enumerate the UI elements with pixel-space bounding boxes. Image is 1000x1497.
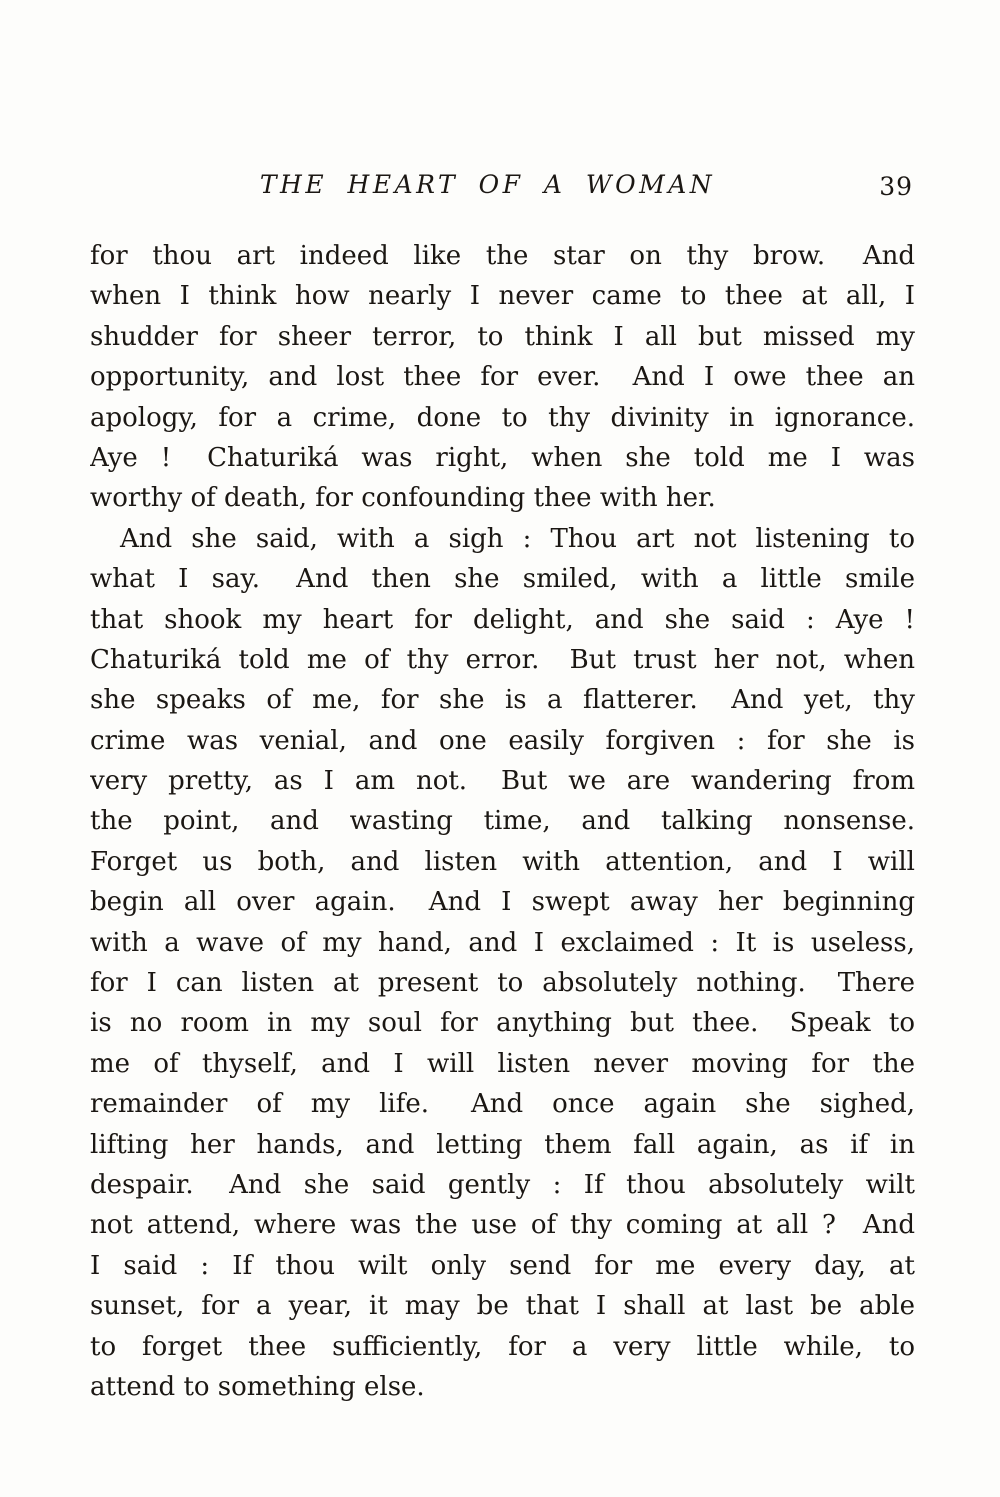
text-line: Chaturiká told me of thy error. But trust her not, when <box>90 644 915 675</box>
running-header <box>90 0 915 202</box>
text-line: attend to something else. <box>90 1371 425 1402</box>
page-number: 39 <box>879 172 913 201</box>
text-line: despair. And she said gently : If thou absolutely wilt <box>90 1169 915 1200</box>
text-line: she speaks of me, for she is a flatterer. And yet, thy <box>90 685 915 716</box>
text-line: I said : If thou wilt only send for me every day, at <box>90 1250 915 1281</box>
text-line: worthy of death, for confounding thee with her. <box>90 483 716 514</box>
text-line: to forget thee sufficiently, for a very little while, to <box>90 1331 915 1362</box>
paragraph <box>90 519 915 1408</box>
text-line: is no room in my soul for anything but thee. Speak to <box>90 1008 915 1039</box>
text-line: what I say. And then she smiled, with a little smile <box>90 564 915 595</box>
text-line: begin all over again. And I swept away her beginning <box>90 887 915 918</box>
text-line: the point, and wasting time, and talking nonsense. <box>90 806 915 837</box>
page-title: THE HEART OF A WOMAN <box>259 170 716 199</box>
text-line: that shook my heart for delight, and she said : Aye ! <box>90 604 915 635</box>
text-line: apology, for a crime, done to thy divinity in ignorance. <box>90 402 915 433</box>
text-line: with a wave of my hand, and I exclaimed : It is useless, <box>90 927 915 958</box>
text-line: shudder for sheer terror, to think I all but missed my <box>90 321 915 352</box>
text-line: opportunity, and lost thee for ever. And I owe thee an <box>90 362 915 393</box>
text-line: lifting her hands, and letting them fall again, as if in <box>90 1129 915 1160</box>
text-line: very pretty, as I am not. But we are wandering from <box>90 766 915 797</box>
text-line: when I think how nearly I never came to thee at all, I <box>90 281 915 312</box>
body-text <box>90 236 915 1407</box>
text-line: remainder of my life. And once again she sighed, <box>90 1089 915 1120</box>
text-line: Aye ! Chaturiká was right, when she told me I was <box>90 442 915 473</box>
text-line: crime was venial, and one easily forgiven : for she is <box>90 725 915 756</box>
text-line: Forget us both, and listen with attention, and I will <box>90 846 915 877</box>
text-line: for I can listen at present to absolutely nothing. There <box>90 968 915 999</box>
paragraph <box>90 236 915 519</box>
text-line: me of thyself, and I will listen never moving for the <box>90 1048 915 1079</box>
text-line: sunset, for a year, it may be that I shall at last be able <box>90 1291 915 1322</box>
text-line: not attend, where was the use of thy coming at all ? And <box>90 1210 915 1241</box>
text-line: And she said, with a sigh : Thou art not listening to <box>120 523 915 554</box>
text-line: for thou art indeed like the star on thy brow. And <box>90 241 915 271</box>
